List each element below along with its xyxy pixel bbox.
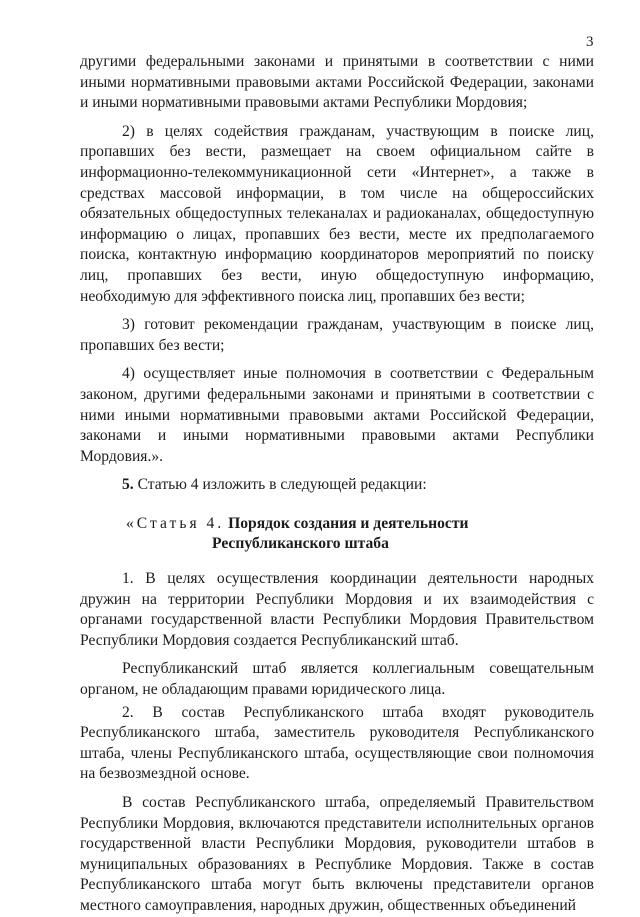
page-number: 3 — [586, 34, 594, 50]
paragraph-article-1: 1. В целях осуществления координации деятельности народных дружин на территории Республики Мордовия и их взаимодействия с органами государственной власти Республики Мордовия Правительством Республики Мордовия создается Республиканский штаб. — [80, 570, 594, 649]
paragraph-article-2-composition: В состав Республиканского штаба, определяемый Правительством Республики Мордовия, включаются представители исполнительных органов государственной власти Республики Мордовия, руководители штабов в муниципальных образованиях в Республике Мордовия. Также в состав Республиканского штаба могут быть включены представители органов местного самоуправления, народных дружин, общественных объединений — [80, 794, 594, 914]
paragraph-article-1-note: Республиканский штаб является коллегиальным совещательным органом, не обладающим правами юридического лица. — [80, 660, 594, 699]
article-prefix: «Статья 4. — [126, 514, 225, 532]
article-subtitle: Республиканского штаба — [212, 535, 389, 553]
paragraph-article-2: 2. В состав Республиканского штаба входят руководитель Республиканского штаба, заместитель руководителя Республиканского штаба, члены Республиканского штаба, осуществляющие свои полномочия на безвозмездной основе. — [80, 703, 594, 783]
article-title: Порядок создания и деятельности — [228, 514, 469, 532]
article-heading — [126, 514, 594, 555]
paragraph-item-2: 2) в целях содействия гражданам, участвующим в поиске лиц, пропавших без вести, размещает на своем официальном сайте в информационно-телекоммуникационной сети «Интернет», а также в средствах массовой информации, в том числе на общероссийских обязательных общедоступных телеканалах и радиоканалах, общедоступную информацию о лицах, пропавших без вести, месте их предполагаемого поиска, контактную информацию координаторов мероприятий по поиску лиц, пропавших без вести, иную общедоступную информацию, необходимую для эффективного поиска лиц, пропавших без вести; — [80, 122, 594, 305]
document-body — [80, 52, 594, 917]
item-5-number: 5. — [122, 476, 134, 494]
paragraph-item-5 — [80, 475, 594, 496]
paragraph-item-4: 4) осуществляет иные полномочия в соответствии с Федеральным законом, другими федеральными законами и принятыми в соответствии с ними иными нормативными правовыми актами Российской Федерации, законами и иными нормативными правовыми актами Республики Мордовия.». — [80, 365, 594, 465]
paragraph-item-3: 3) готовит рекомендации гражданам, участвующим в поиске лиц, пропавших без вести; — [80, 316, 594, 354]
paragraph-continuation: другими федеральными законами и принятыми в соответствии с ними иными нормативными правовыми актами Российской Федерации, законами и иными нормативными правовыми актами Республики Мордовия; — [80, 53, 594, 112]
item-5-text: Статью 4 изложить в следующей редакции: — [133, 476, 427, 494]
